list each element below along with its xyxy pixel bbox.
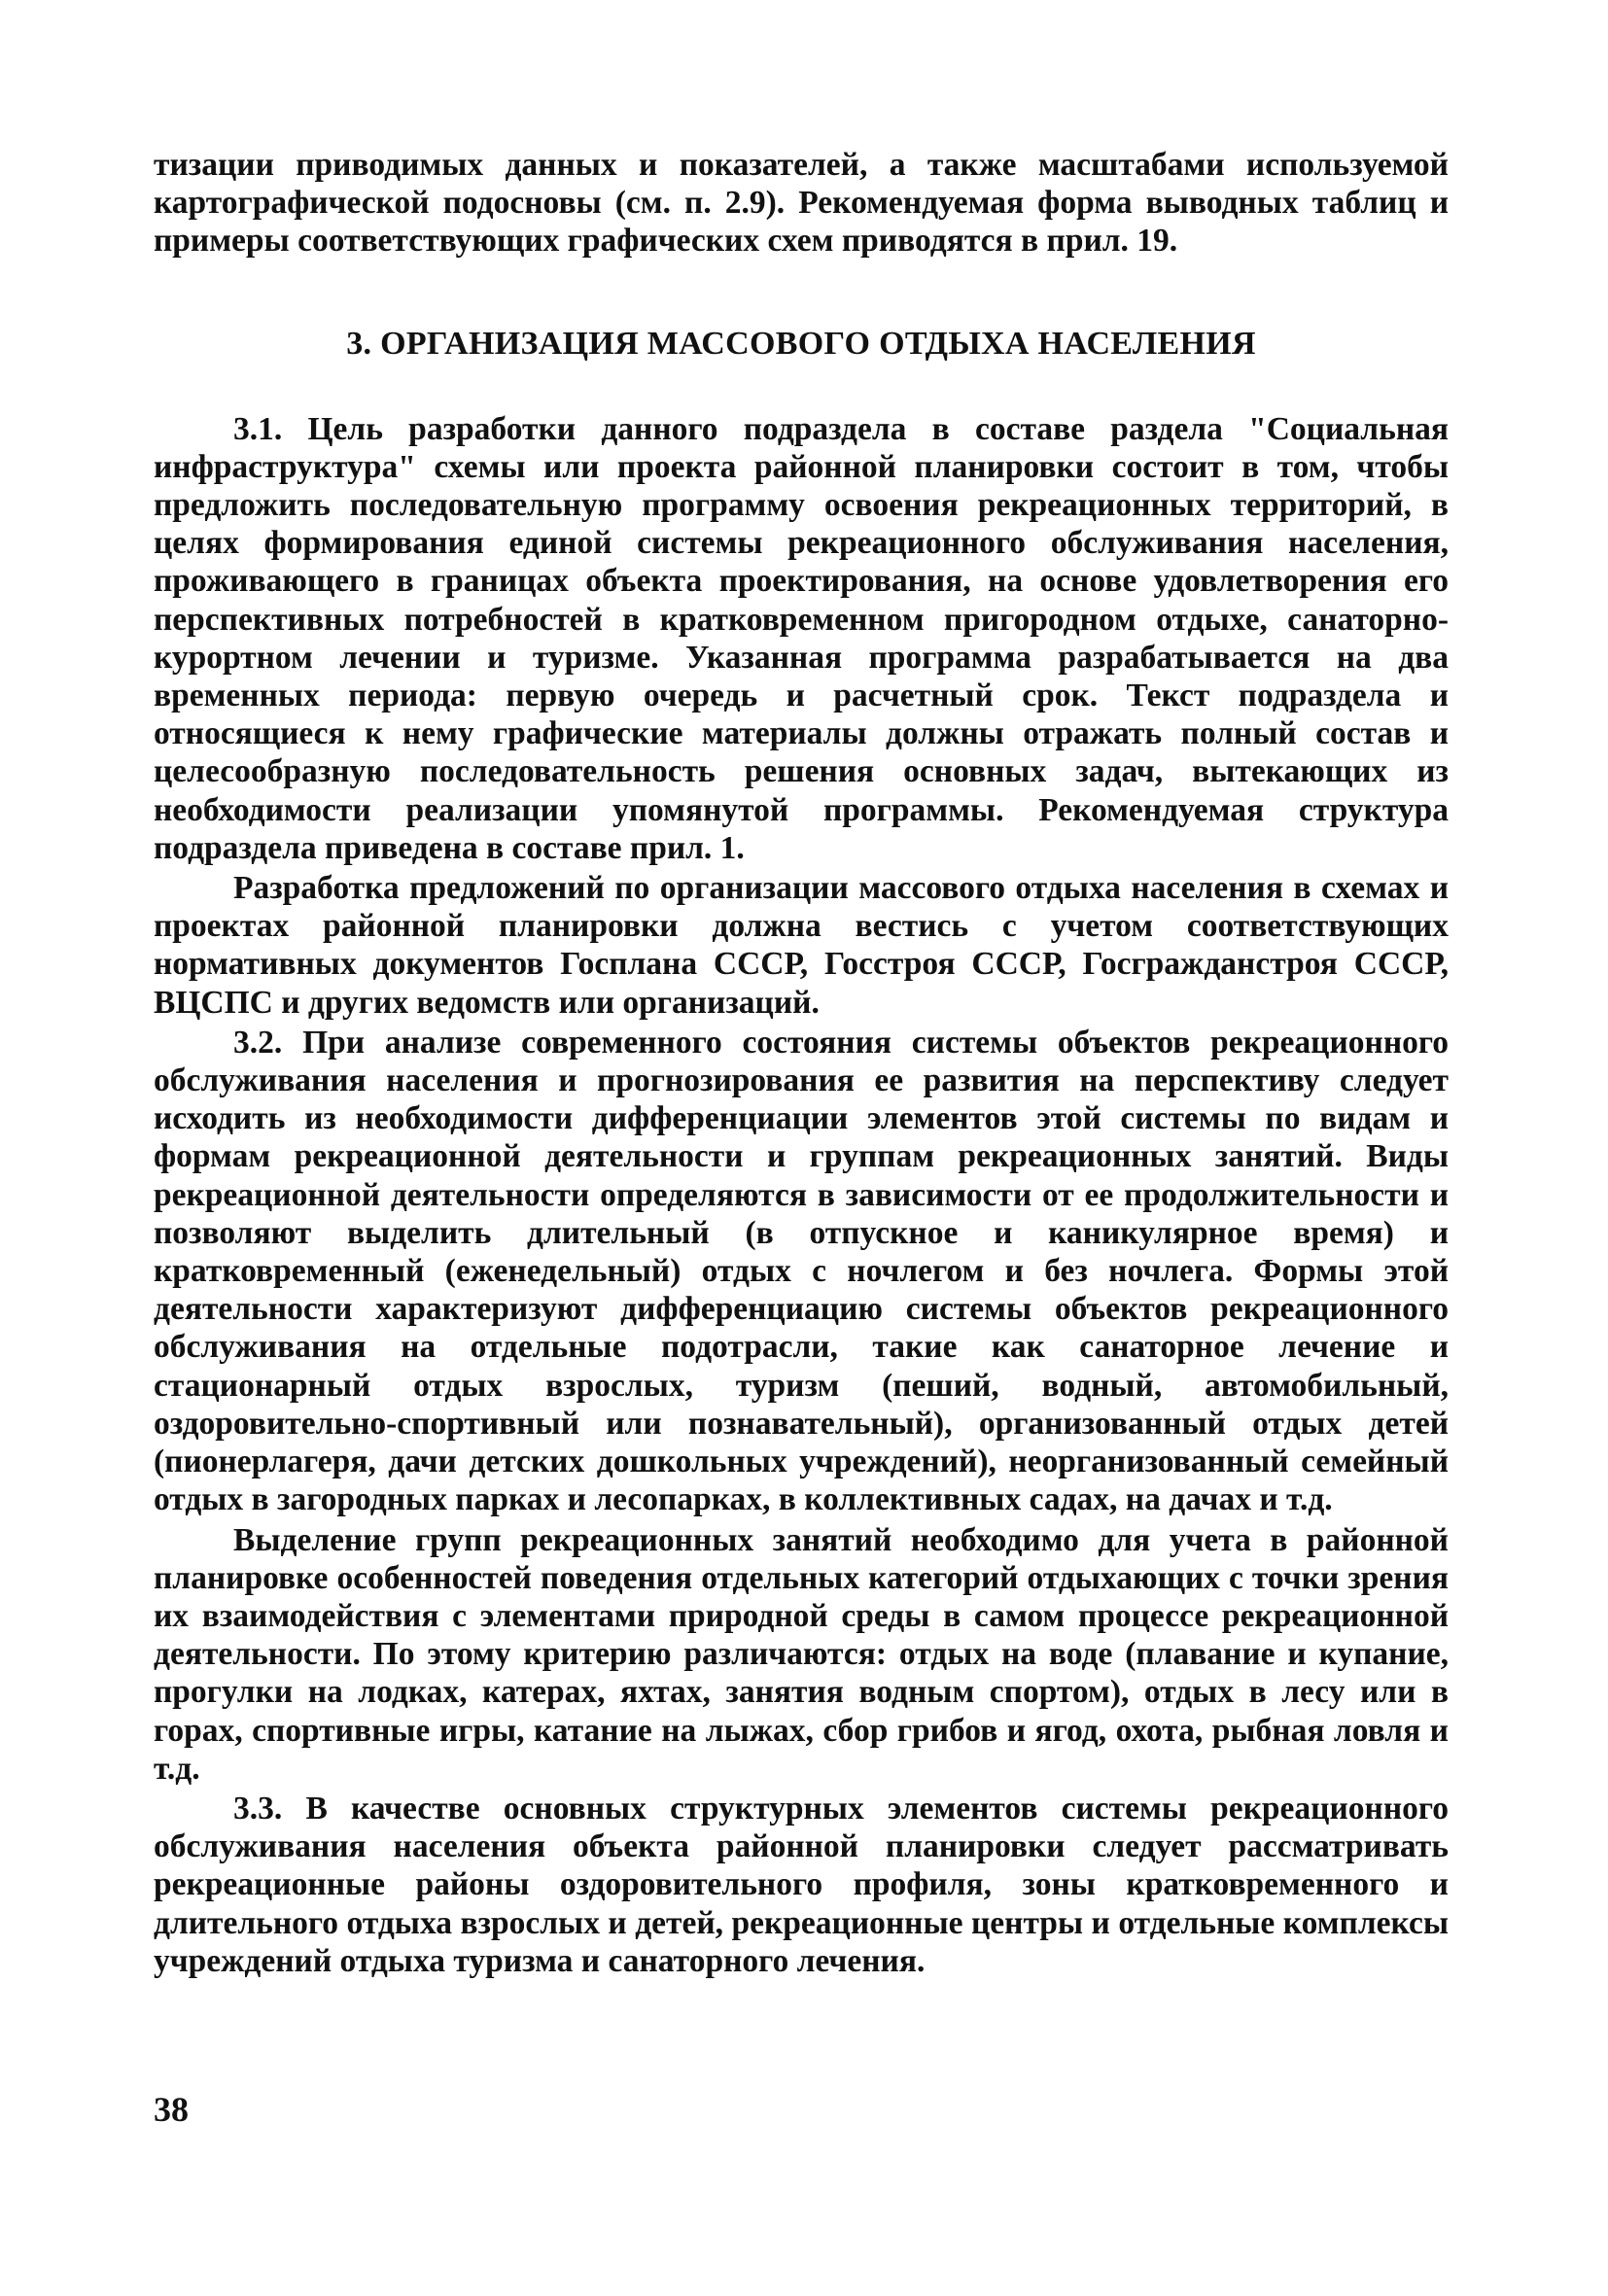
intro-paragraph: тизации приводимых данных и показателей, а также масштабами используемой картографической подосновы (см. п. 2.9). Рекомендуемая форма выводных таблиц и примеры соответствующих графических схем приводятся в прил. 19. xyxy=(154,147,1449,260)
paragraph-number: 3.3. xyxy=(233,1790,283,1826)
paragraph-text: Цель разработки данного подраздела в составе раздела "Социальная инфраструктура" схемы или проекта районной планировки состоит в том, чтобы предложить последовательную программу освоения рекреационных территорий, в целях формирования единой системы рекреационного обслуживания населения, проживающего в границах объекта проектирования, на основе удовлетворения его перспективных потребностей в кратковременном пригородном отдыхе, санаторно-курортном лечении и туризме. Указанная программа разрабатывается на два временных периода: первую очередь и расчетный срок. Текст подраздела и относящиеся к нему графические материалы должны отражать полный состав и целесообразную последовательность решения основных задач, вытекающих из необходимости реализации упомянутой программы. Рекомендуемая структура подраздела приведена в составе прил. 1. xyxy=(154,410,1449,866)
page-body xyxy=(154,146,1449,1980)
page-number: 38 xyxy=(154,2090,189,2129)
paragraph-3-3 xyxy=(154,1790,1449,1980)
paragraph-3-2 xyxy=(154,1024,1449,1519)
paragraph-3-1 xyxy=(154,410,1449,867)
paragraph-number: 3.2. xyxy=(233,1024,283,1061)
paragraph-text: Разработка предложений по организации массового отдыха населения в схемах и проектах районной планировки должна вестись с учетом соответствующих нормативных документов Госплана СССР, Госстроя СССР, Госгражданстроя СССР, ВЦСПС и других ведомств или организаций. xyxy=(154,870,1449,1021)
paragraph-text: Выделение групп рекреационных занятий необходимо для учета в районной планировке особенностей поведения отдельных категорий отдыхающих с точки зрения их взаимодействия с элементами природной среды в самом процессе рекреационной деятельности. По этому критерию различаются: отдых на воде (плавание и купание, прогулки на лодках, катерах, яхтах, занятия водным спортом), отдых в лесу или в горах, спортивные игры, катание на лыжах, сбор грибов и ягод, охота, рыбная ловля и т.д. xyxy=(154,1521,1449,1787)
paragraph-groups xyxy=(154,1521,1449,1788)
paragraph-development xyxy=(154,869,1449,1022)
paragraph-text: При анализе современного состояния системы объектов рекреационного обслуживания населения и прогнозирования ее развития на перспективу следует исходить из необходимости дифференциации элементов этой системы по видам и формам рекреационной деятельности и группам рекреационных занятий. Виды рекреационной деятельности определяются в зависимости от ее продолжительности и позволяют выделить длительный (в отпускное и каникулярное время) и кратковременный (еженедельный) отдых с ночлегом и без ночлега. Формы этой деятельности характеризуют дифференциацию системы объектов рекреационного обслуживания на отдельные подотрасли, такие как санаторное лечение и стационарный отдых взрослых, туризм (пеший, водный, автомобильный, оздоровительно-спортивный или познавательный), организованный отдых детей (пионерлагеря, дачи детских дошкольных учреждений), неорганизованный семейный отдых в загородных парках и лесопарках, в коллективных садах, на дачах и т.д. xyxy=(154,1024,1450,1518)
section-heading: 3. ОРГАНИЗАЦИЯ МАССОВОГО ОТДЫХА НАСЕЛЕНИЯ xyxy=(346,325,1256,362)
paragraph-number: 3.1. xyxy=(233,410,283,447)
paragraph-text: В качестве основных структурных элементов системы рекреационного обслуживания населения объекта районной планировки следует рассматривать рекреационные районы оздоровительного профиля, зоны кратковременного и длительного отдыха взрослых и детей, рекреационные центры и отдельные комплексы учреждений отдыха туризма и санаторного лечения. xyxy=(154,1790,1449,1979)
